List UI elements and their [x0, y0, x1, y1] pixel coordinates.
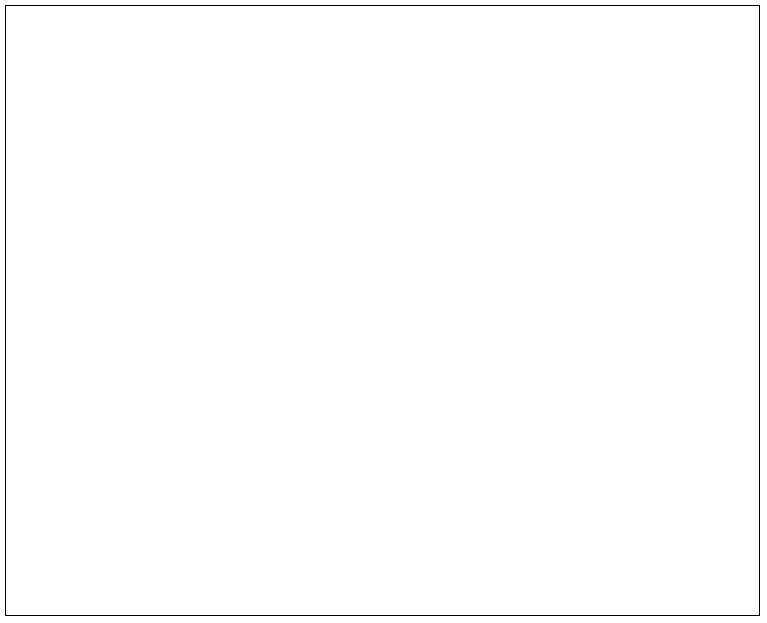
- notation-table: [5, 5, 760, 616]
